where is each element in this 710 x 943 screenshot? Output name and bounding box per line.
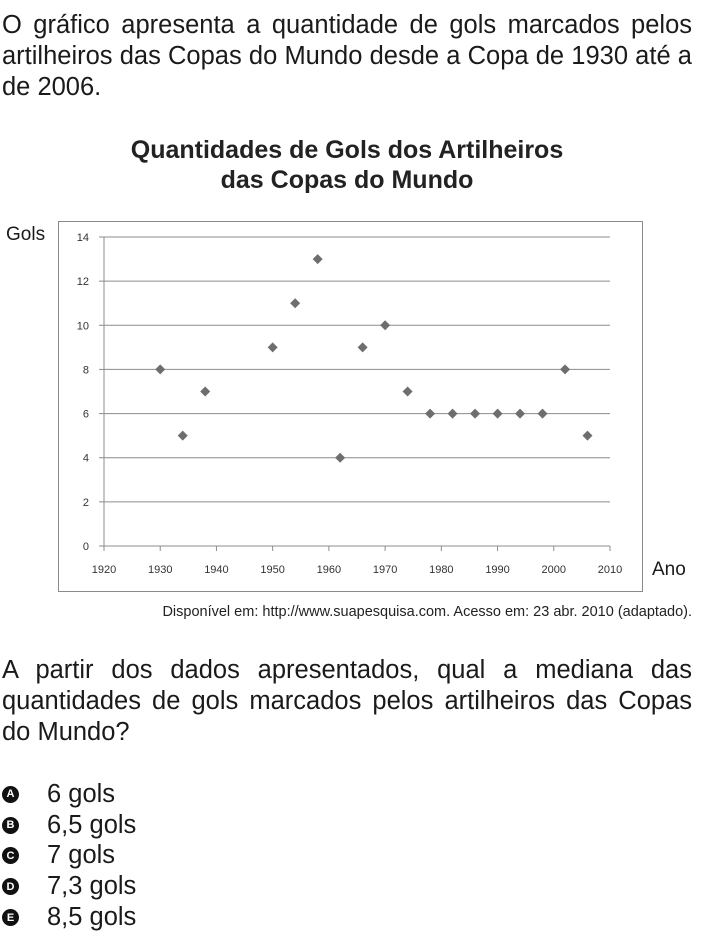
x-tick-label-1920: 1920 <box>91 564 117 576</box>
option-d-text: 7,3 gols <box>47 872 137 901</box>
x-tick-label-1960: 1960 <box>316 564 342 576</box>
y-tick-label-8: 8 <box>82 364 89 377</box>
axes <box>99 237 610 551</box>
y-tick-label-14: 14 <box>76 232 89 244</box>
data-point-1986 <box>470 409 480 419</box>
data-point-1990 <box>493 409 503 419</box>
answer-options <box>0 779 136 933</box>
x-tick-label-1970: 1970 <box>372 564 398 576</box>
option-b-letter-badge: B <box>2 817 19 834</box>
data-point-1982 <box>448 409 458 419</box>
data-point-1994 <box>515 409 525 419</box>
option-e-text: 8,5 gols <box>47 903 137 932</box>
option-a[interactable] <box>0 779 136 810</box>
x-tick-label-1950: 1950 <box>260 564 285 576</box>
x-tick-label-1990: 1990 <box>485 564 510 576</box>
data-points <box>155 254 592 463</box>
option-c-text: 7 gols <box>47 841 116 870</box>
x-tick-label-1980: 1980 <box>429 564 454 576</box>
data-point-1970 <box>380 320 390 330</box>
option-b-text: 6,5 gols <box>47 810 137 839</box>
intro-text: O gráfico apresenta a quantidade de gols marcados pelos artilheiros das Copas do Mundo desde a Copa de 1930 até a de 2006. <box>2 11 692 101</box>
data-point-1978 <box>425 409 435 419</box>
data-point-1930 <box>155 364 165 374</box>
x-tick-label-2010: 2010 <box>597 564 623 576</box>
option-c[interactable] <box>0 841 136 872</box>
x-axis-label: Ano <box>652 559 686 580</box>
x-tick-label-1930: 1930 <box>147 564 173 576</box>
data-point-1950 <box>268 342 278 352</box>
source-citation: Disponível em: http://www.suapesquisa.com. Acesso em: 23 abr. 2010 (adaptado). <box>162 604 692 620</box>
x-tick-label-1940: 1940 <box>204 564 229 576</box>
option-c-letter-badge: C <box>2 847 19 864</box>
option-b[interactable] <box>0 810 136 841</box>
data-point-1974 <box>403 387 413 397</box>
data-point-1962 <box>335 453 345 463</box>
option-a-letter-badge: A <box>2 786 19 803</box>
y-tick-label-12: 12 <box>76 276 89 289</box>
grid-lines <box>104 237 610 502</box>
chart-title <box>0 135 694 195</box>
question-text: A partir dos dados apresentados, qual a mediana das quantidades de gols marcados pelos artilheiros das Copas do Mundo? <box>2 656 692 746</box>
y-tick-label-6: 6 <box>82 408 89 421</box>
y-tick-label-10: 10 <box>76 320 89 333</box>
x-tick-label-2000: 2000 <box>541 564 567 576</box>
y-tick-label-0: 0 <box>82 541 89 553</box>
option-d-letter-badge: D <box>2 878 19 895</box>
data-point-1998 <box>538 409 548 419</box>
chart-title-line-2: das Copas do Mundo <box>220 166 474 194</box>
data-point-1958 <box>313 254 323 264</box>
data-point-1938 <box>200 387 210 397</box>
chart-title-line-1: Quantidades de Gols dos Artilheiros <box>130 136 564 164</box>
y-tick-label-4: 4 <box>82 452 89 465</box>
chart-frame <box>59 222 643 592</box>
data-point-2002 <box>560 364 570 374</box>
y-tick-label-2: 2 <box>82 496 89 509</box>
data-point-1954 <box>290 298 300 308</box>
option-d[interactable] <box>0 871 136 902</box>
data-point-1966 <box>358 342 368 352</box>
tick-labels <box>77 232 622 576</box>
option-a-text: 6 gols <box>47 779 116 808</box>
y-axis-label: Gols <box>6 224 46 245</box>
scatter-chart <box>0 215 710 600</box>
option-e-letter-badge: E <box>2 909 19 926</box>
data-point-2006 <box>583 431 593 441</box>
data-point-1934 <box>178 431 188 441</box>
option-e[interactable] <box>0 902 136 933</box>
